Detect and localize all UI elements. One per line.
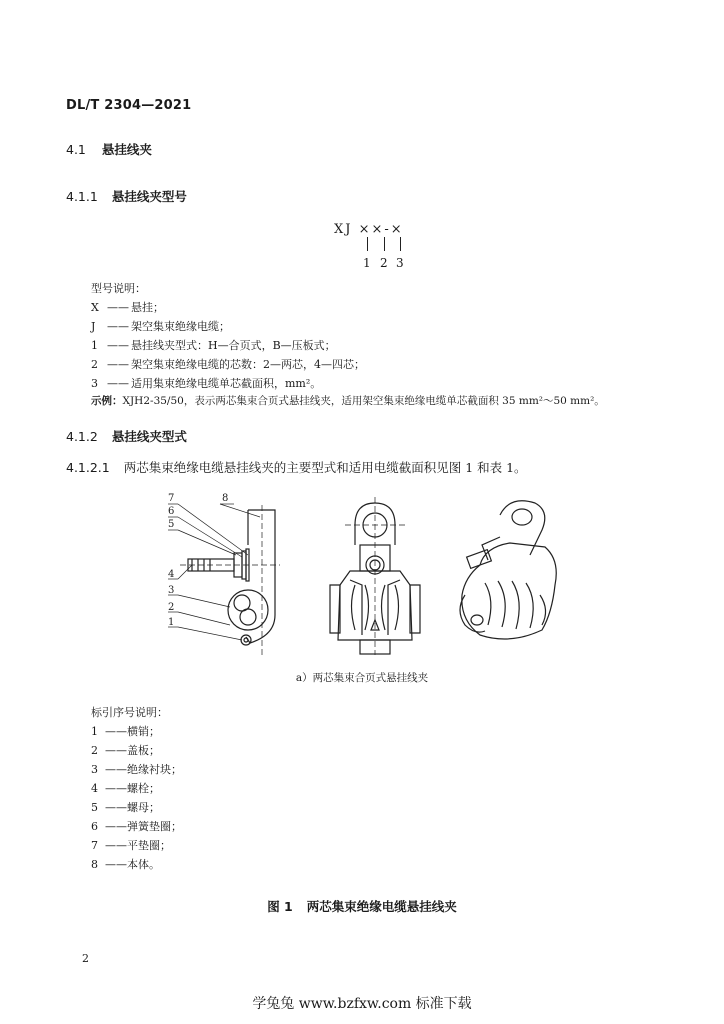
legend-text: 弹簧垫圈；: [127, 820, 182, 833]
legend-key: 5: [91, 801, 98, 814]
formula-position-3: 3: [396, 256, 404, 270]
legend-dash: ——: [105, 763, 127, 776]
legend-dash: ——: [105, 820, 127, 833]
legend-item: [91, 723, 160, 739]
legend-dash: ——: [105, 858, 127, 871]
callout-1: 1: [168, 617, 175, 628]
clause-number: 4.1.2.1: [66, 460, 110, 475]
legend-text: 盖板；: [127, 744, 160, 757]
note-text: 适用集束绝缘电缆单芯截面积，mm²。: [131, 377, 322, 390]
note-dash: ——: [107, 301, 129, 314]
callout-6: 6: [168, 506, 175, 517]
section-title: 悬挂线夹型式: [111, 429, 187, 444]
note-text: 架空集束绝缘电缆；: [131, 320, 230, 333]
legend-title: 标引序号说明：: [91, 706, 168, 719]
legend-item: [91, 799, 160, 815]
note-dash: ——: [107, 377, 129, 390]
note-item: [91, 337, 336, 353]
side-view-drawing: [168, 504, 280, 655]
callout-4: 4: [168, 569, 175, 580]
section-number: 4.1: [66, 142, 86, 157]
section-number: 4.1.1: [66, 189, 98, 204]
section-4-1-2-heading: [66, 427, 187, 445]
note-item: [91, 299, 164, 315]
callout-8: 8: [222, 493, 229, 504]
callout-2: 2: [168, 602, 175, 613]
figure-title-text: 两芯集束绝缘电缆悬挂线夹: [306, 899, 457, 914]
figure-subcaption-a: a）两芯集束合页式悬挂线夹: [295, 672, 429, 684]
legend-item: [91, 761, 182, 777]
section-4-1-heading: [66, 140, 152, 158]
note-text: 悬挂线夹型式：H—合页式，B—压板式；: [131, 339, 336, 352]
legend-text: 绝缘衬块；: [127, 763, 182, 776]
formula-bar-2: [384, 237, 385, 251]
note-text: 悬挂；: [131, 301, 164, 314]
legend-text: 横销；: [127, 725, 160, 738]
formula-position-2: 2: [380, 256, 388, 270]
note-dash: ——: [107, 358, 129, 371]
legend-text: 平垫圈；: [127, 839, 171, 852]
note-dash: ——: [107, 339, 129, 352]
legend-item: [91, 856, 160, 872]
legend-item: [91, 818, 182, 834]
document-code: DL/T 2304—2021: [66, 98, 192, 113]
front-view-drawing: [330, 497, 420, 655]
legend-key: 6: [91, 820, 98, 833]
legend-item: [91, 837, 171, 853]
legend-dash: ——: [105, 839, 127, 852]
model-notes-title: 型号说明：: [91, 282, 146, 295]
formula-bar-3: [400, 237, 401, 251]
section-4-1-1-heading: [66, 187, 187, 205]
note-item: [91, 318, 230, 334]
legend-key: 2: [91, 744, 98, 757]
legend-key: 3: [91, 763, 98, 776]
legend-key: 8: [91, 858, 98, 871]
example-line: [91, 393, 605, 408]
formula-bar-1: [367, 237, 368, 251]
legend-dash: ——: [105, 725, 127, 738]
formula-position-1: 1: [363, 256, 371, 270]
legend-dash: ——: [105, 782, 127, 795]
example-label: 示例：: [91, 395, 123, 407]
legend-text: 螺母；: [127, 801, 160, 814]
legend-key: 4: [91, 782, 98, 795]
legend-item: [91, 742, 160, 758]
note-key: 3: [91, 377, 98, 390]
legend-item: [91, 780, 160, 796]
legend-dash: ——: [105, 744, 127, 757]
figure-title: [0, 897, 724, 915]
footer-watermark: 学兔兔 www.bzfxw.com 标准下载: [252, 996, 472, 1012]
isometric-view-drawing: [460, 501, 556, 639]
note-key: X: [91, 301, 99, 314]
note-dash: ——: [107, 320, 129, 333]
note-key: 2: [91, 358, 98, 371]
figure-1-drawing: [150, 485, 590, 665]
callout-7: 7: [168, 493, 175, 504]
example-text: XJH2-35/50，表示两芯集束合页式悬挂线夹，适用架空集束绝缘电缆单芯截面积 35 mm²～50 mm²。: [122, 395, 605, 407]
model-code-formula: XJ ××-×: [334, 222, 404, 237]
legend-key: 1: [91, 725, 98, 738]
section-title: 悬挂线夹型号: [111, 189, 187, 204]
legend-text: 本体。: [127, 858, 160, 871]
section-number: 4.1.2: [66, 429, 98, 444]
page-number: 2: [82, 952, 89, 965]
legend-key: 7: [91, 839, 98, 852]
legend-text: 螺栓；: [127, 782, 160, 795]
section-title: 悬挂线夹: [101, 142, 152, 157]
note-key: J: [91, 320, 96, 333]
note-item: [91, 356, 365, 372]
note-item: [91, 375, 321, 391]
clause-text: 两芯集束绝缘电缆悬挂线夹的主要型式和适用电缆截面积见图 1 和表 1。: [123, 460, 527, 475]
legend-dash: ——: [105, 801, 127, 814]
note-text: 架空集束绝缘电缆的芯数：2—两芯，4—四芯；: [131, 358, 365, 371]
note-key: 1: [91, 339, 98, 352]
callout-5: 5: [168, 519, 175, 530]
figure-number: 图 1: [267, 899, 293, 914]
clause-4-1-2-1: [66, 458, 527, 476]
callout-3: 3: [168, 585, 175, 596]
